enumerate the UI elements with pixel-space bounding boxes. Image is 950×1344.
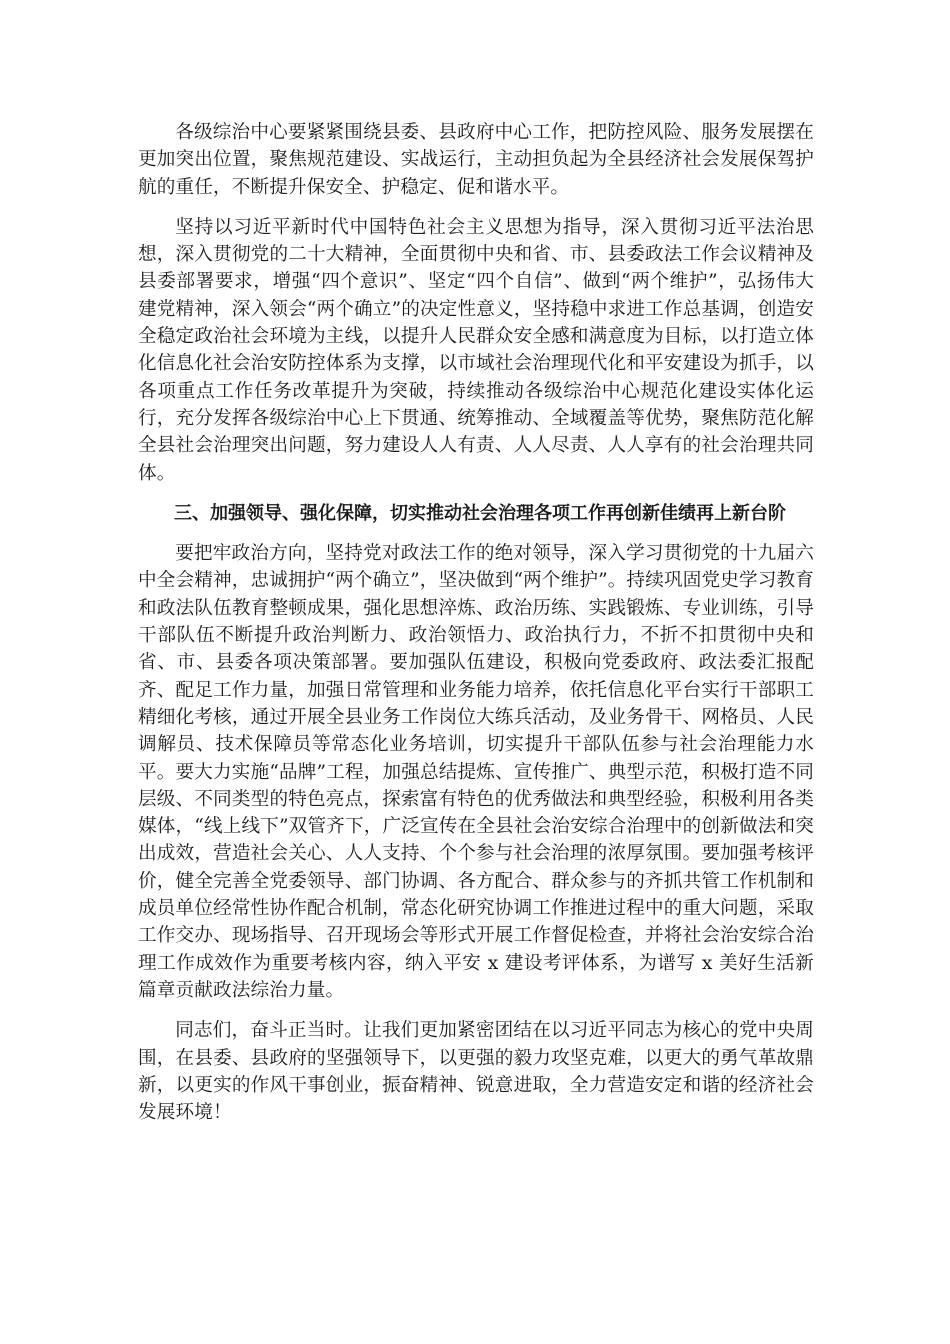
paragraph-4: 同志们，奋斗正当时。让我们更加紧密团结在以习近平同志为核心的党中央周围，在县委、县政府的坚强领导下，以更强的毅力攻坚克难，以更大的勇气革故鼎新，以更实的作风干事创业，振奋精神、锐意进取，全力营造安定和谐的经济社会发展环境！ [138, 1020, 814, 1124]
paragraph-1: 各级综治中心要紧紧围绕县委、县政府中心工作，把防控风险、服务发展摆在更加突出位置，聚焦规范建设、实战运行，主动担负起为全县经济社会发展保驾护航的重任，不断提升保安全、护稳定、促和谐水平。 [138, 122, 814, 198]
paragraph-spacer [138, 487, 814, 500]
section-heading: 三、加强领导、强化保障，切实推动社会治理各项工作再创新佳绩再上新台阶 [174, 502, 786, 524]
paragraph-3: 要把牢政治方向，坚持党对政法工作的绝对领导，深入学习贯彻党的十九届六中全会精神，忠诚拥护“两个确立”，坚决做到“两个维护”。持续巩固党史学习教育和政法队伍教育整顿成果，强化思想淬炼、政治历练、实践锻炼、专业训练，引导干部队伍不断提升政治判断力、政治领悟力、政治执行力，不折不扣贯彻中央和省、市、县委各项决策部署。要加强队伍建设，积极向党委政府、政法委汇报配齐、配足工作力量，加强日常管理和业务能力培养，依托信息化平台实行干部职工精细化考核，通过开展全县业务工作岗位大练兵活动，及业务骨干、网格员、人民调解员、技术保障员等常态化业务培训，切实提升干部队伍参与社会治理能力水平。要大力实施“品牌”工程，加强总结提炼、宣传推广、典型示范，积极打造不同层级、不同类型的特色亮点，探索富有特色的优秀做法和典型经验，积极利用各类媒体，“线上线下”双管齐下，广泛宣传在全县社会治安综合治理中的创新做法和突出成效，营造社会关心、人人支持、个个参与社会治理的浓厚氛围。要加强考核评价，健全完善全党委领导、部门协调、各方配合、群众参与的齐抓共管工作机制和成员单位经常性协作配合机制，常态化研究协调工作推进过程中的重大问题，采取工作交办、现场指导、召开现场会等形式开展工作督促检查，并将社会治安综合治理工作成效作为重要考核内容，纳入平安 x 建设考评体系，为谱写 x 美好生活新篇章贡献政法综治力量。 [138, 543, 814, 1001]
paragraph-spacer [138, 527, 814, 540]
document-page [138, 119, 814, 1126]
paragraph-spacer [138, 1004, 814, 1017]
paragraph-2: 坚持以习近平新时代中国特色社会主义思想为指导，深入贯彻习近平法治思想，深入贯彻党的二十大精神，全面贯彻中央和省、市、县委政法工作会议精神及县委部署要求，增强“四个意识”、坚定“四个自信”、做到“两个维护”，弘扬伟大建党精神，深入领会“两个确立”的决定性意义，坚持稳中求进工作总基调，创造安全稳定政治社会环境为主线，以提升人民群众安全感和满意度为目标，以打造立体化信息化社会治安防控体系为支撑，以市域社会治理现代化和平安建设为抓手，以各项重点工作任务改革提升为突破，持续推动各级综治中心规范化建设实体化运行，充分发挥各级综治中心上下贯通、统筹推动、全域覆盖等优势，聚焦防范化解全县社会治理突出问题，努力建设人人有责、人人尽责、人人享有的社会治理共同体。 [138, 216, 814, 484]
paragraph-spacer [138, 201, 814, 214]
